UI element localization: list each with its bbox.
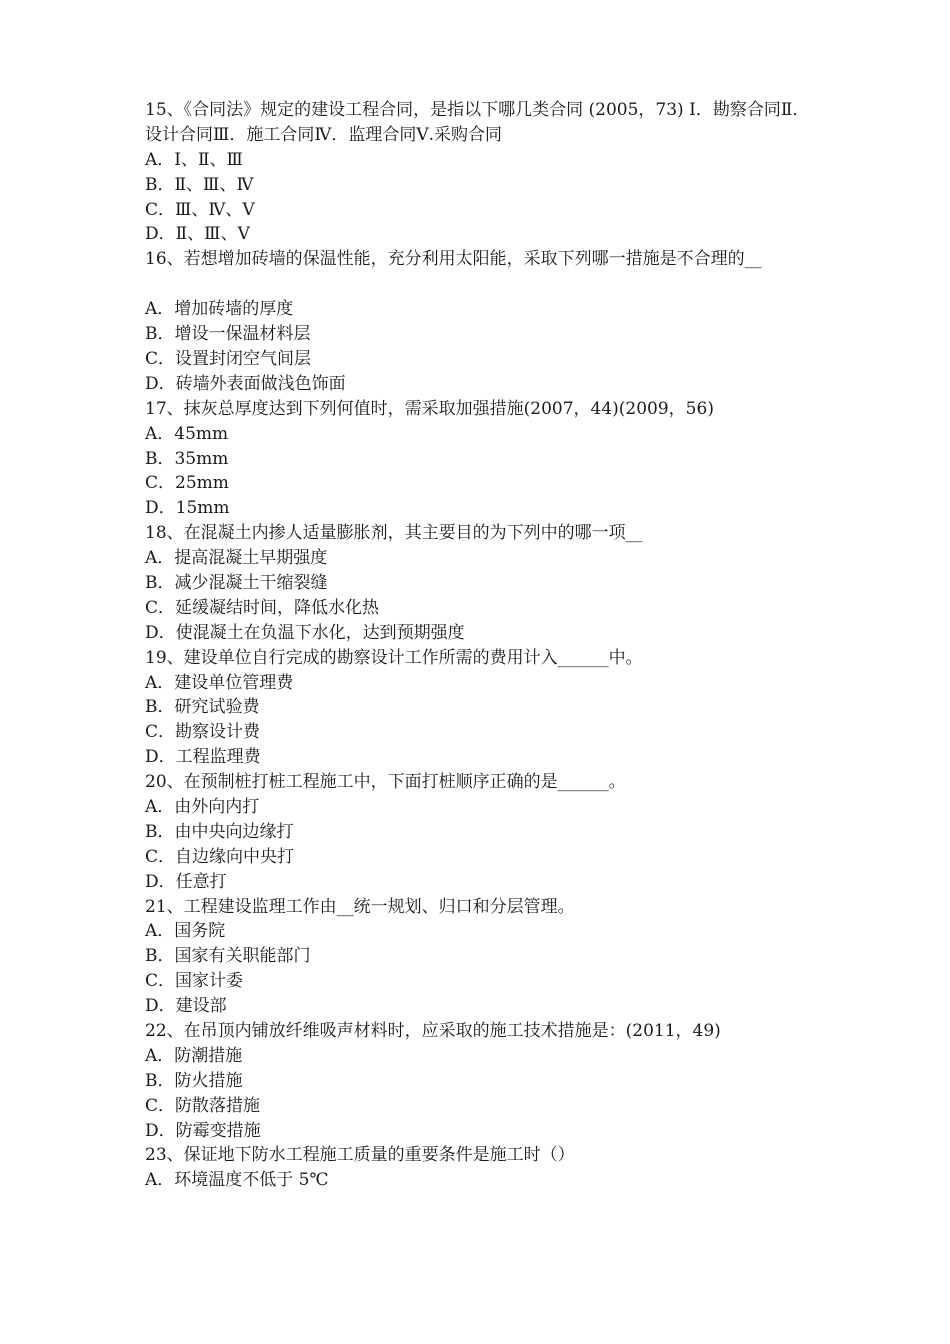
- question-stem: 23、保证地下防水工程施工质量的重要条件是施工时（）: [145, 1145, 575, 1166]
- option-b: B．增设一保温材料层: [145, 324, 311, 345]
- option-b: B．由中央向边缘打: [145, 821, 294, 842]
- option-d: D．砖墙外表面做浅色饰面: [145, 373, 346, 394]
- option-b: B．防火措施: [145, 1070, 243, 1091]
- option-b: B．35mm: [145, 448, 229, 469]
- option-d: D．Ⅱ、Ⅲ、Ⅴ: [145, 224, 250, 245]
- question-stem: 18、在混凝土内掺人适量膨胀剂，其主要目的为下列中的哪一项__: [145, 523, 643, 544]
- question-stem: 19、建设单位自行完成的勘察设计工作所需的费用计入______中。: [145, 647, 643, 668]
- option-c: C．25mm: [145, 473, 229, 494]
- option-a: A．Ⅰ、Ⅱ、Ⅲ: [145, 149, 243, 170]
- question-stem: 20、在预制桩打桩工程施工中，下面打桩顺序正确的是______。: [145, 772, 626, 793]
- question-stem: 22、在吊顶内铺放纤维吸声材料时，应采取的施工技术措施是：(2011，49): [145, 1020, 721, 1041]
- option-d: D．任意打: [145, 871, 227, 892]
- option-a: A．防潮措施: [145, 1045, 243, 1066]
- option-c: C．设置封闭空气间层: [145, 348, 312, 369]
- option-a: A．由外向内打: [145, 796, 260, 817]
- option-a: A．环境温度不低于 5℃: [145, 1170, 329, 1191]
- option-a: A．45mm: [145, 423, 229, 444]
- option-d: D．工程监理费: [145, 747, 261, 768]
- option-a: A．建设单位管理费: [145, 672, 294, 693]
- question-stem: 17、抹灰总厚度达到下列何值时，需采取加强措施(2007，44)(2009，56): [145, 398, 714, 419]
- option-b: B．Ⅱ、Ⅲ、Ⅳ: [145, 174, 254, 195]
- option-d: D．建设部: [145, 996, 227, 1017]
- option-c: C．自边缘向中央打: [145, 846, 295, 867]
- question-stem: 21、工程建设监理工作由__统一规划、归口和分层管理。: [145, 896, 575, 917]
- option-c: C．勘察设计费: [145, 722, 261, 743]
- option-d: D．防霉变措施: [145, 1120, 261, 1141]
- option-d: D．使混凝土在负温下水化，达到预期强度: [145, 622, 465, 643]
- option-b: B．减少混凝土干缩裂缝: [145, 572, 328, 593]
- question-stem: 15、《合同法》规定的建设工程合同，是指以下哪几类合同 (2005，73) Ⅰ．勘察合同Ⅱ．设计合同Ⅲ．施工合同Ⅳ．监理合同Ⅴ.采购合同: [145, 100, 810, 145]
- option-a: A．国务院: [145, 921, 226, 942]
- option-a: A．提高混凝土早期强度: [145, 548, 328, 569]
- question-stem: 16、若想增加砖墙的保温性能，充分利用太阳能，采取下列哪一措施是不合理的__: [145, 249, 762, 270]
- question-list: [145, 98, 815, 1193]
- option-a: A．增加砖墙的厚度: [145, 299, 294, 320]
- option-b: B．国家有关职能部门: [145, 946, 311, 967]
- option-d: D．15mm: [145, 498, 230, 519]
- option-c: C．国家计委: [145, 971, 244, 992]
- option-c: C．Ⅲ、Ⅳ、Ⅴ: [145, 199, 255, 220]
- option-c: C．防散落措施: [145, 1095, 261, 1116]
- option-b: B．研究试验费: [145, 697, 260, 718]
- option-c: C．延缓凝结时间，降低水化热: [145, 597, 380, 618]
